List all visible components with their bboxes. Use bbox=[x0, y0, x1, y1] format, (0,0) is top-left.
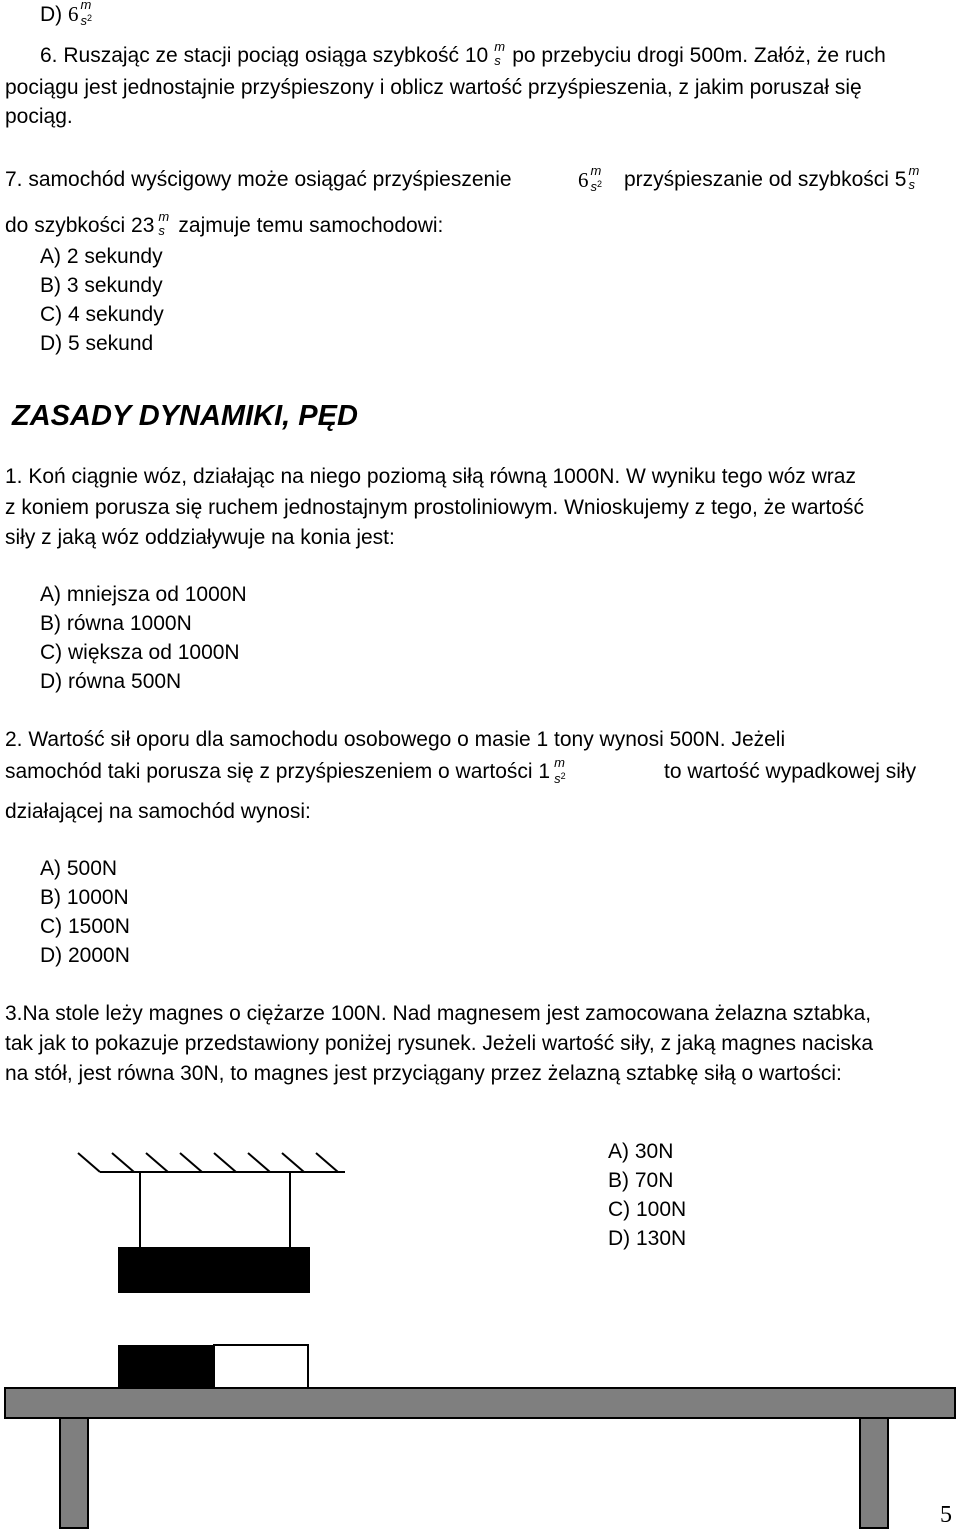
unit-den-letter: s bbox=[590, 179, 597, 194]
q7-option-b: B) 3 sekundy bbox=[40, 274, 163, 297]
iron-bar bbox=[118, 1247, 310, 1293]
d2-line1: 2. Wartość sił oporu dla samochodu osobowego o masie 1 tony wynosi 500N. Jeżeli bbox=[5, 728, 786, 751]
unit-num: m bbox=[554, 755, 565, 770]
d2-option-a: A) 500N bbox=[40, 857, 118, 880]
d1-line3: siły z jaką wóz oddziaływuje na konia jest: bbox=[5, 526, 395, 549]
unit-exp: 2 bbox=[597, 179, 603, 189]
table-leg-left bbox=[60, 1418, 88, 1528]
d2-option-c: C) 1500N bbox=[40, 915, 130, 938]
ceiling-hatch bbox=[282, 1153, 304, 1172]
unit-num: m bbox=[80, 0, 92, 12]
ceiling-hatch bbox=[112, 1153, 134, 1172]
ceiling-hatch bbox=[78, 1153, 100, 1172]
section-title: ZASADY DYNAMIKI, PĘD bbox=[12, 400, 358, 432]
q7-line1-b-text: przyśpieszanie od szybkości 5 bbox=[624, 168, 907, 191]
d3-line2: tak jak to pokazuje przedstawiony poniżej rysunek. Jeżeli wartość siły, z jaką magnes naciska bbox=[5, 1032, 874, 1055]
unit-num: m bbox=[494, 39, 506, 54]
q7-option-d: D) 5 sekund bbox=[40, 332, 154, 355]
unit-exp: 2 bbox=[560, 771, 566, 781]
unit-den-letter: s bbox=[80, 13, 88, 28]
q6-line2: pociągu jest jednostajnie przyśpieszony i oblicz wartość przyśpieszenia, z jakim poruszał się bbox=[5, 76, 862, 99]
ceiling-hatch bbox=[214, 1153, 236, 1172]
q7-option-a: A) 2 sekundy bbox=[40, 245, 163, 268]
magnet bbox=[118, 1345, 308, 1388]
table-leg-right bbox=[860, 1418, 888, 1528]
q7-accel-value: 6 bbox=[578, 168, 589, 192]
ceiling-hatch bbox=[180, 1153, 202, 1172]
q6-line1-a: 6. Ruszając ze stacji pociąg osiąga szybkość 10 bbox=[40, 44, 489, 67]
q6-line3: pociąg. bbox=[5, 105, 73, 128]
ceiling-hatch bbox=[146, 1153, 168, 1172]
d1-option-a: A) mniejsza od 1000N bbox=[40, 583, 247, 606]
unit-den: s bbox=[494, 53, 501, 68]
d3-line3: na stół, jest równa 30N, to magnes jest przyciągany przez żelazną sztabkę siłą o wartości: bbox=[5, 1062, 842, 1085]
d2-line2-a: samochód taki porusza się z przyśpieszeniem o wartości 1 bbox=[5, 760, 551, 783]
d1-line1: 1. Koń ciągnie wóz, działając na niego poziomą siłą równą 1000N. W wyniku tego wóz wraz bbox=[5, 465, 856, 488]
d3-option-c: C) 100N bbox=[608, 1198, 687, 1221]
q7-option-c: C) 4 sekundy bbox=[40, 303, 164, 326]
page-number: 5 bbox=[940, 1502, 952, 1528]
unit-den-letter: s bbox=[554, 771, 561, 786]
d3-option-a: A) 30N bbox=[608, 1140, 674, 1163]
d2-option-b: B) 1000N bbox=[40, 886, 129, 909]
unit-num: m bbox=[158, 209, 170, 224]
unit-den: s bbox=[158, 223, 165, 238]
q7-line2-b: zajmuje temu samochodowi: bbox=[178, 214, 444, 237]
ceiling-mount bbox=[78, 1153, 345, 1247]
d2-line2-b: to wartość wypadkowej siły bbox=[664, 760, 917, 783]
ceiling-hatch bbox=[316, 1153, 338, 1172]
q6-line1-b: po przebyciu drogi 500m. Załóż, że ruch bbox=[512, 44, 886, 67]
d1-option-b: B) równa 1000N bbox=[40, 612, 192, 635]
d1-option-c: C) większa od 1000N bbox=[40, 641, 240, 664]
d1-line2: z koniem porusza się ruchem jednostajnym prostoliniowym. Wnioskujemy z tego, że wartość bbox=[5, 496, 865, 519]
magnet-dark-pole bbox=[118, 1345, 214, 1388]
d3-line1: 3.Na stole leży magnes o ciężarze 100N. Nad magnesem jest zamocowana żelazna sztabka, bbox=[5, 1002, 872, 1025]
d3-option-d: D) 130N bbox=[608, 1227, 687, 1250]
option-value: 6 bbox=[68, 2, 79, 26]
magnet-light-pole bbox=[214, 1345, 308, 1388]
table-top bbox=[5, 1388, 955, 1418]
unit-den: s bbox=[908, 177, 915, 192]
d2-option-d: D) 2000N bbox=[40, 944, 130, 967]
table bbox=[5, 1388, 955, 1528]
unit-num: m bbox=[590, 163, 602, 178]
ceiling-hatch bbox=[248, 1153, 270, 1172]
option-label: D) bbox=[40, 3, 63, 26]
d2-line3: działającej na samochód wynosi: bbox=[5, 800, 311, 823]
unit-exp: 2 bbox=[87, 13, 93, 23]
q7-line2-a: do szybkości 23 bbox=[5, 214, 155, 237]
d3-option-b: B) 70N bbox=[608, 1169, 674, 1192]
q7-line1-a: 7. samochód wyścigowy może osiągać przyśpieszenie bbox=[5, 168, 512, 191]
unit-num: m bbox=[908, 163, 920, 178]
d1-option-d: D) równa 500N bbox=[40, 670, 182, 693]
